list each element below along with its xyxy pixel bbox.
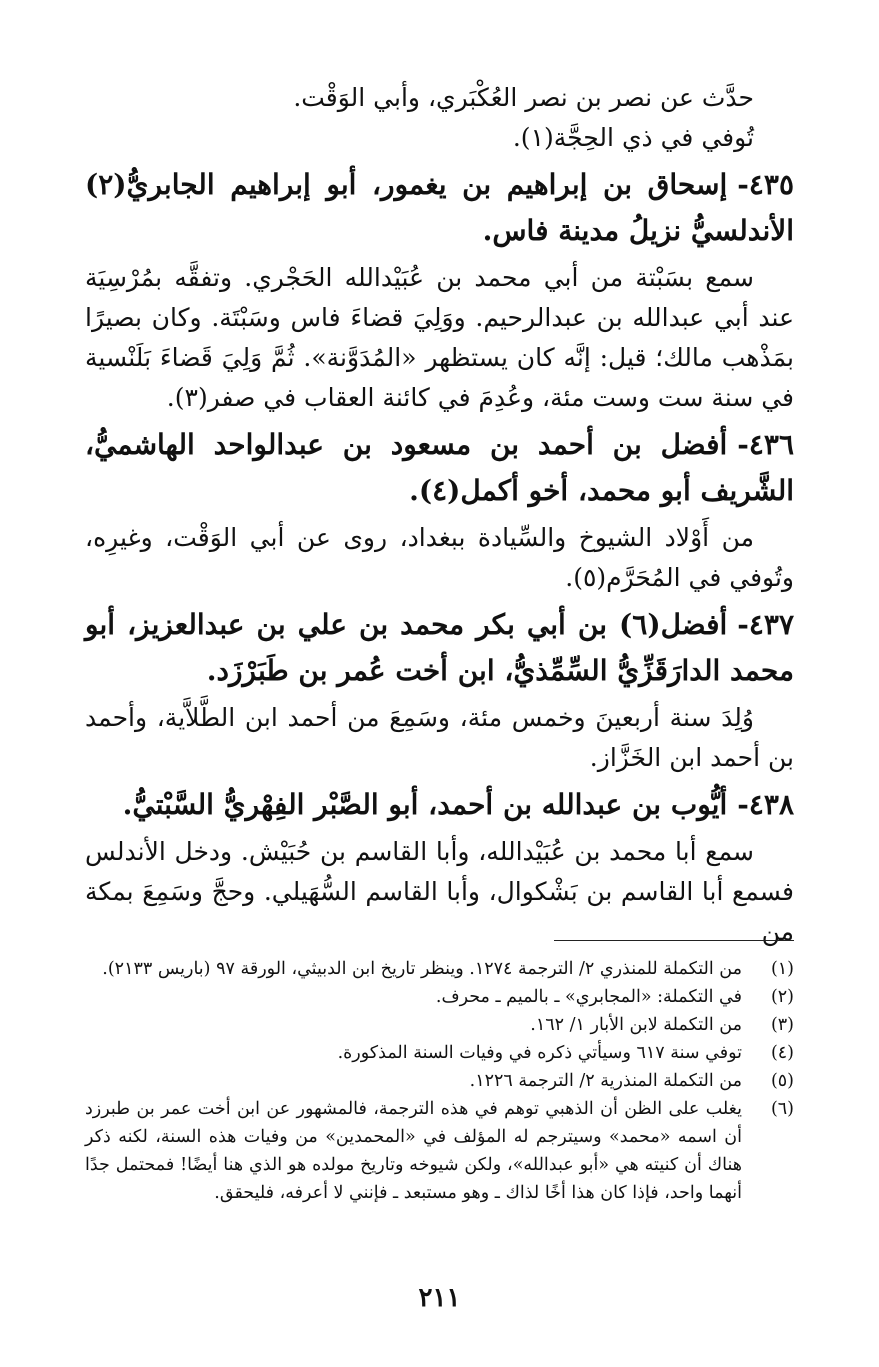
footnote-3 <box>85 1011 794 1039</box>
footnote-text: توفي سنة ٦١٧ وسيأتي ذكره في وفيات السنة المذكورة. <box>337 1043 742 1063</box>
continuation-line-2: تُوفي في ذي الحِجَّة(١). <box>512 123 754 152</box>
footnote-1 <box>85 955 794 983</box>
entry-title: أفضل(٦) بن أبي بكر محمد بن علي بن عبدالعزيز، أبو محمد الدارَقَزِّيُّ السِّمِّذيُّ، ابن أخت عُمر بن طَبَرْزَد. <box>85 608 794 687</box>
continuation-line-1: حدَّث عن نصر بن نصر العُكْبَري، وأبي الوَقْت. <box>293 83 754 112</box>
footnote-mark: (١) <box>770 959 794 979</box>
entry-body-436: من أَوْلاد الشيوخ والسِّيادة ببغداد، روى عن أبي الوَقْت، وغيرِه، وتُوفي في المُحَرَّم(٥). <box>85 523 794 592</box>
entry-title: إسحاق بن إبراهيم بن يغمور، أبو إبراهيم الجابريُّ(٢) الأندلسيُّ نزيلُ مدينة فاس. <box>85 168 794 247</box>
footnote-text: من التكملة للمنذري ٢/ الترجمة ١٢٧٤. وينظر تاريخ ابن الدبيثي، الورقة ٩٧ (باريس ٢١٣٣). <box>102 959 742 979</box>
footnote-6 <box>85 1095 794 1207</box>
footnote-text: يغلب على الظن أن الذهبي توهم في هذه الترجمة، فالمشهور عن ابن أخت عمر بن طبرزد أن اسمه «محمد» وسيترجم له المؤلف في «المحمدين» من وفيات هذه السنة، لكنه ذكر هناك أن كنيته هي «أبو عبدالله»، ولكن شيوخه وتاريخ مولده هو الذي هنا أيضًا! فمحتمل جدًا أنهما واحد، فإذا كان هذا أخًا لذاك ـ وهو مستبعد ـ فإنني لا أعرفه، فليحقق. <box>85 1099 742 1203</box>
entry-number: ٤٣٨- <box>737 788 794 821</box>
footnote-5 <box>85 1067 794 1095</box>
entry-heading-438 <box>85 782 794 828</box>
entry-number: ٤٣٧- <box>737 608 794 641</box>
footnote-text: من التكملة المنذرية ٢/ الترجمة ١٢٢٦. <box>469 1071 742 1091</box>
footnotes <box>85 955 794 1207</box>
entry-heading-435 <box>85 162 794 254</box>
footnote-mark: (٢) <box>770 987 794 1007</box>
entry-number: ٤٣٦- <box>737 428 794 461</box>
entry-body-438: سمع أبا محمد بن عُبَيْدالله، وأبا القاسم بن حُبَيْش. ودخل الأندلس فسمع أبا القاسم بن بَشْكوال، وأبا القاسم السُّهَيلي. وحجَّ وسَمِعَ بمكة من <box>85 837 794 946</box>
main-text <box>85 78 794 952</box>
entry-title: أفضل بن أحمد بن مسعود بن عبدالواحد الهاشميُّ، الشَّريف أبو محمد، أخو أكمل(٤). <box>85 428 794 507</box>
footnote-mark: (٤) <box>770 1043 794 1063</box>
footnote-2 <box>85 983 794 1011</box>
page-number: ٢١١ <box>418 1283 461 1313</box>
entry-body-437: وُلِدَ سنة أربعينَ وخمس مئة، وسَمِعَ من أحمد ابن الطَّلاَّية، وأحمد بن أحمد ابن الخَزَّاز. <box>85 703 794 772</box>
footnote-text: من التكملة لابن الأبار ١/ ١٦٢. <box>530 1015 742 1035</box>
entry-heading-437 <box>85 602 794 694</box>
entry-heading-436 <box>85 422 794 514</box>
entry-number: ٤٣٥- <box>737 168 794 201</box>
footnote-text: في التكملة: «المجابري» ـ بالميم ـ محرف. <box>435 987 742 1007</box>
entry-body-435: سمع بسَبْتة من أبي محمد بن عُبَيْدالله الحَجْري. وتفقَّه بمُرْسِيَة عند أبي عبدالله بن عبدالرحيم. ووَلِيَ قضاءَ فاس وسَبْتَة. وكان بصيرًا بمَذْهب مالك؛ قيل: إنَّه كان يستظهر «المُدَوَّنة». ثُمَّ وَلِيَ قَضاءَ بَلَنْسية في سنة ست وست مئة، وعُدِمَ في كائنة العقاب في صفر(٣). <box>85 263 794 412</box>
footnote-mark: (٥) <box>770 1071 794 1091</box>
footnote-4 <box>85 1039 794 1067</box>
footnote-mark: (٣) <box>770 1015 794 1035</box>
footnote-mark: (٦) <box>770 1099 794 1119</box>
footnote-divider <box>554 940 794 941</box>
entry-title: أيُّوب بن عبدالله بن أحمد، أبو الصَّبْر الفِهْريُّ السَّبْتيُّ. <box>122 788 728 821</box>
